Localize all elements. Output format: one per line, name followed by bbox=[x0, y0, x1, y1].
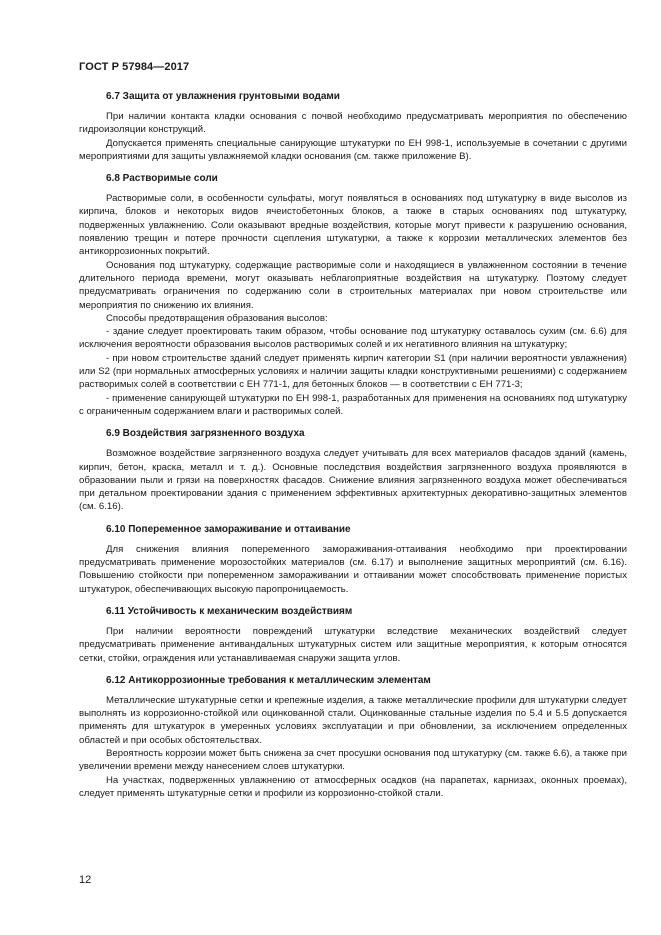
paragraph: Вероятность коррозии может быть снижена за счет просушки основания под штукатурку (см. также 6.6), а также при увеличении времени между нанесением слоев штукатурки. bbox=[79, 747, 627, 773]
section-6-12 bbox=[79, 674, 627, 800]
section-heading: 6.11 Устойчивость к механическим воздействиям bbox=[106, 605, 353, 617]
paragraph: Допускается применять специальные санирующие штукатурки по ЕН 998-1, используемые в сочетании с другими мероприятиями для защиты увлажняемой кладки основания (см. также приложение В). bbox=[79, 137, 627, 162]
list-item: - при новом строительстве зданий следует применять кирпич категории S1 (при наличии вероятности увлажнения) или S2 (при нормальных атмосферных условиях и наличии защиты кладки конструктивными решениями) с содержанием растворимых солей в соответствии с ЕН 771-1, для бетонных блоков — в соответствии с ЕН 771-3; bbox=[79, 352, 627, 391]
paragraph: Основания под штукатурку, содержащие растворимые соли и находящиеся в увлажненном состоянии в течение длительного периода времени, могут оказывать неблагоприятные воздействия на штукатурку. Поэтому следует предусматривать ограничения по содержанию соли в строительных материалах при новом строительстве или мероприятия по снижению их влияния. bbox=[79, 259, 627, 311]
section-6-11 bbox=[79, 605, 627, 665]
page-number: 12 bbox=[79, 874, 92, 886]
section-heading: 6.12 Антикоррозионные требования к металлическим элементам bbox=[106, 674, 431, 686]
paragraph: При наличии контакта кладки основания с почвой необходимо предусматривать мероприятия по обеспечению гидроизоляции конструкций. bbox=[79, 111, 627, 136]
paragraph: Растворимые соли, в особенности сульфаты, могут появляться в основаниях под штукатурку в виде высолов из кирпича, блоков и некоторых видов ячеистобетонных блоков, а также в старых основаниях под штукатурку, подверженных увлажнению. Соли оказывают вредные воздействия, которые могут привести к разрушению основания, появлению трещин и потере прочности сцепления штукатурки, а также к коррозии металлических элементов без антикоррозионных покрытий. bbox=[79, 193, 627, 258]
paragraph: Металлические штукатурные сетки и крепежные изделия, а также металлические профили для штукатурки следует выполнять из коррозионно-стойкой или оцинкованной стали. Оцинкованные стальные изделия по 5.4 и 5.5 допускается применять для штукатурок в умеренных условиях эксплуатации и при обновлении, за исключением определенных областей и при особых обстоятельствах. bbox=[79, 694, 627, 746]
section-heading: 6.10 Попеременное замораживание и оттаивание bbox=[106, 523, 351, 535]
section-heading: 6.8 Растворимые соли bbox=[106, 173, 218, 185]
section-6-10 bbox=[79, 523, 627, 596]
paragraph: На участках, подверженных увлажнению от атмосферных осадков (на парапетах, карнизах, оконных проемах), следует применять штукатурные сетки и профили из коррозионно-стойкой стали. bbox=[79, 774, 627, 799]
paragraph: Возможное воздействие загрязненного воздуха следует учитывать для всех материалов фасадов зданий (камень, кирпич, бетон, краска, металл и т. д.). Основные последствия воздействия загрязненного воздуха проявляются в образовании пыли и грязи на поверхностях фасадов. Снижение влияния загрязненного воздуха может обеспечиваться при детальном проектировании здания с применением эффективных архитектурных декоративно-защитных элементов (см. 6.16). bbox=[79, 448, 627, 513]
list-item: - здание следует проектировать таким образом, чтобы основание под штукатурку оставалось сухим (см. 6.6) для исключения вероятности образования высолов растворимых солей и их негативного влияния на штукатурку; bbox=[79, 326, 627, 351]
section-6-8 bbox=[79, 172, 627, 418]
paragraph: Способы предотвращения образования высолов: bbox=[106, 312, 328, 324]
section-heading: 6.9 Воздействия загрязненного воздуха bbox=[106, 428, 305, 440]
section-heading: 6.7 Защита от увлажнения грунтовыми водами bbox=[106, 91, 340, 102]
paragraph: Для снижения влияния попеременного замораживания-оттаивания необходимо при проектировании предусматривать применение морозостойких материалов (см. 6.17) и выполнение защитных мероприятий (см. 6.16). Повышению стойкости при попеременном замораживании и оттаивании может способствовать применение пористых штукатурок, обеспечивающих высокую паропроницаемость. bbox=[79, 543, 627, 595]
section-6-9 bbox=[79, 427, 627, 513]
paragraph: При наличии вероятности повреждений штукатурки вследствие механических воздействий следует предусматривать применение антивандальных штукатурных систем или защитные мероприятия, к которым относятся сетки, стойки, ограждения или устанавливаемая снаружи защита углов. bbox=[79, 625, 627, 664]
list-item: - применение санирующей штукатурки по ЕН 998-1, разработанных для применения на основаниях под штукатурку с ограниченным содержанием влаги и растворимых солей. bbox=[79, 392, 627, 417]
section-6-7 bbox=[79, 90, 627, 163]
document-header: ГОСТ Р 57984—2017 bbox=[79, 61, 190, 73]
document-body bbox=[79, 90, 627, 809]
